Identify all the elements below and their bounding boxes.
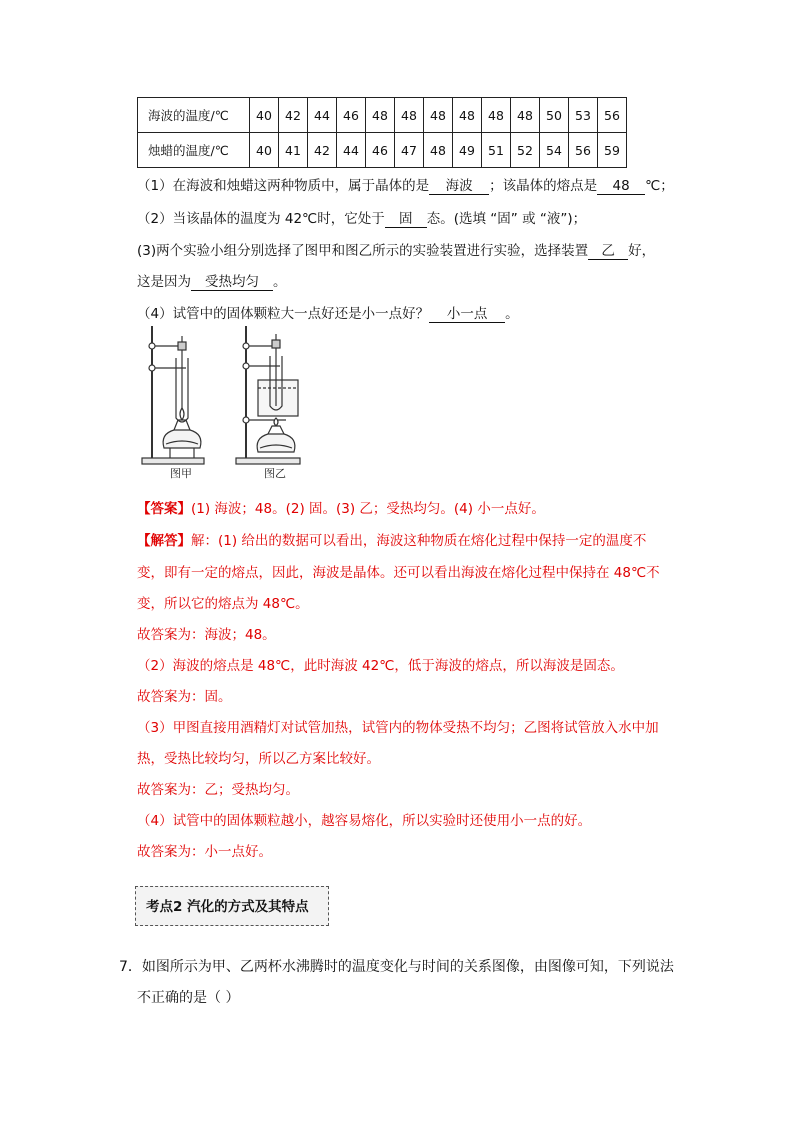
q3-text: (3)两个实验小组分别选择了图甲和图乙所示的实验装置进行实验，选择装置: [137, 243, 589, 259]
table-cell: 42: [279, 98, 308, 133]
apparatus-a: [142, 326, 204, 464]
table-cell: 48: [424, 133, 453, 168]
q4-answer-size: 小一点: [429, 302, 505, 323]
q4-text: （4）试管中的固体颗粒大一点好还是小一点好？: [137, 306, 430, 322]
question-7-line-2: 不正确的是（ ）: [137, 990, 240, 1006]
solution-line-2: 变，即有一定的熔点，因此，海波是晶体。还可以看出海波在熔化过程中保持在 48℃不: [137, 565, 660, 581]
q2-text: （2）当该晶体的温度为 42℃时，它处于: [137, 211, 385, 227]
solution-line-10: （4）试管中的固体颗粒越小，越容易熔化，所以实验时还使用小一点的好。: [137, 813, 592, 829]
table-cell: 52: [511, 133, 540, 168]
q2-answer-state: 固: [385, 207, 427, 228]
table-cell: 59: [598, 133, 627, 168]
solution-line-9: 故答案为：乙；受热均匀。: [137, 782, 299, 798]
solution-line-6: 故答案为：固。: [137, 689, 232, 705]
question-3-reason: [137, 270, 287, 291]
figure-label-a: 图甲: [170, 467, 192, 480]
table-cell: 51: [482, 133, 511, 168]
table-row: [138, 98, 627, 133]
table-cell: 48: [424, 98, 453, 133]
solution-line-7: （3）甲图直接用酒精灯对试管加热，试管内的物体受热不均匀；乙图将试管放入水中加: [137, 720, 659, 736]
table-cell: 48: [482, 98, 511, 133]
table-cell: 46: [366, 133, 395, 168]
solution-line-1: [137, 529, 646, 549]
table-cell: 44: [337, 133, 366, 168]
q1-text: （1）在海波和烛蜡这两种物质中，属于晶体的是: [137, 178, 430, 194]
table-cell: 48: [453, 98, 482, 133]
q1-text-post: ℃；: [645, 178, 674, 194]
apparatus-drawing: [140, 322, 320, 480]
solution-line-5: （2）海波的熔点是 48℃，此时海波 42℃，低于海波的熔点，所以海波是固态。: [137, 658, 624, 674]
q3b-text-post: 。: [273, 274, 287, 290]
table-cell: 54: [540, 133, 569, 168]
table-cell: 40: [250, 98, 279, 133]
q3b-text: 这是因为: [137, 274, 191, 290]
table-cell: 40: [250, 133, 279, 168]
apparatus-b: [236, 326, 300, 464]
table-cell: 56: [569, 133, 598, 168]
row-label: 烛蜡的温度/℃: [138, 133, 250, 168]
table-cell: 53: [569, 98, 598, 133]
table-cell: 42: [308, 133, 337, 168]
question-1: [137, 174, 674, 195]
solution-tag: 【解答】: [137, 533, 191, 549]
solution-text-0: 解：(1) 给出的数据可以看出，海波这种物质在熔化过程中保持一定的温度不: [191, 533, 647, 549]
answer-line: [137, 497, 545, 517]
q2-text-post: 态。(选填 “固” 或 “液”)；: [426, 211, 587, 227]
temperature-table: [137, 97, 627, 168]
table-cell: 48: [511, 98, 540, 133]
solution-line-8: 热，受热比较均匀，所以乙方案比较好。: [137, 751, 380, 767]
table-cell: 48: [395, 98, 424, 133]
q4-text-post: 。: [505, 306, 519, 322]
q3-text-post: 好，: [628, 243, 656, 259]
q1-answer-melting-point: 48: [597, 178, 645, 195]
question-3: [137, 239, 655, 260]
table-cell: 50: [540, 98, 569, 133]
section-heading-box: 考点2 汽化的方式及其特点: [135, 886, 329, 926]
q1-text-mid: ；该晶体的熔点是: [489, 178, 598, 194]
answer-tag: 【答案】: [137, 501, 191, 517]
table-cell: 48: [366, 98, 395, 133]
question-7-line-1: 7．如图所示为甲、乙两杯水沸腾时的温度变化与时间的关系图像，由图像可知，下列说法: [119, 959, 674, 975]
question-2: [137, 207, 586, 228]
apparatus-figure: [140, 322, 320, 480]
q3-answer-reason: 受热均匀: [191, 270, 273, 291]
solution-line-3: 变，所以它的熔点为 48℃。: [137, 596, 309, 612]
solution-line-11: 故答案为：小一点好。: [137, 844, 272, 860]
table-row: [138, 133, 627, 168]
q1-answer-crystal: 海波: [429, 174, 489, 195]
table-cell: 56: [598, 98, 627, 133]
table-cell: 47: [395, 133, 424, 168]
q3-answer-apparatus: 乙: [588, 239, 628, 260]
question-4: [137, 302, 519, 323]
table-cell: 49: [453, 133, 482, 168]
answer-text: (1) 海波；48。(2) 固。(3) 乙；受热均匀。(4) 小一点好。: [191, 501, 545, 517]
table-cell: 46: [337, 98, 366, 133]
figure-label-b: 图乙: [264, 467, 286, 480]
solution-line-4: 故答案为：海波；48。: [137, 627, 276, 643]
table-cell: 44: [308, 98, 337, 133]
row-label: 海波的温度/℃: [138, 98, 250, 133]
table-cell: 41: [279, 133, 308, 168]
